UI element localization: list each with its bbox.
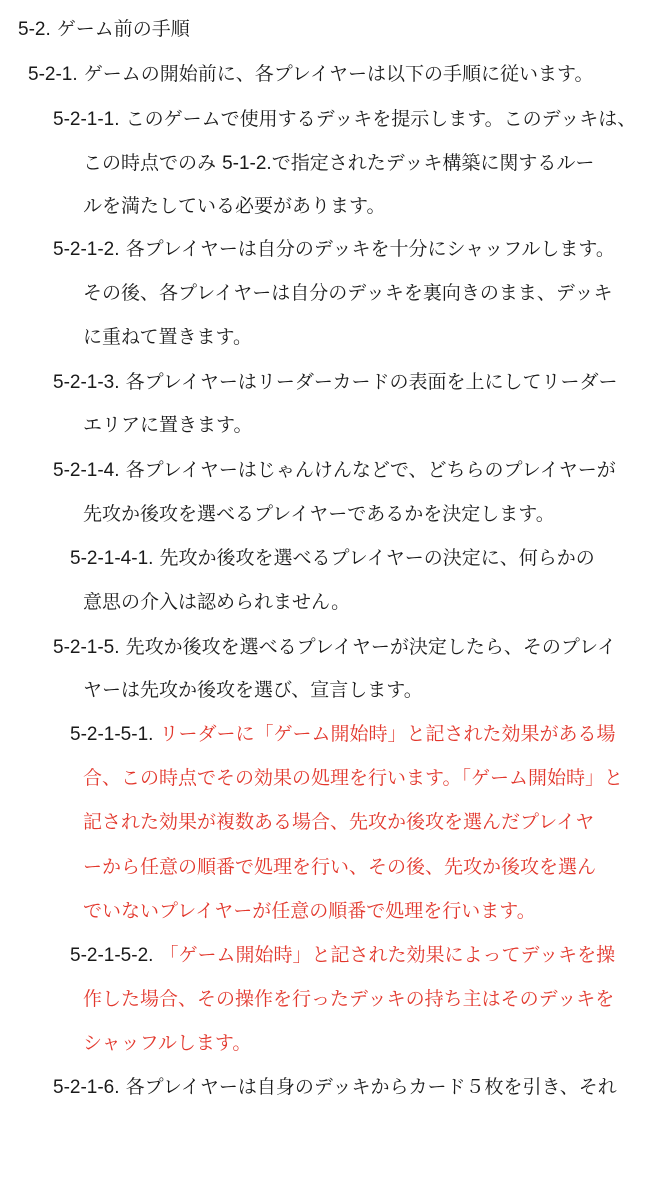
section-title: ゲーム前の手順	[56, 18, 190, 40]
rule-5-2-1-5-1	[70, 722, 615, 747]
rule-text: 先攻か後攻を選べるプレイヤーが決定したら、そのプレイ	[125, 636, 617, 658]
rule-text: 先攻か後攻を選べるプレイヤーの決定に、何らかの	[159, 547, 595, 569]
rule-text: ヤーは先攻か後攻を選び、宣言します。	[83, 679, 423, 701]
rule-5-2-1-2	[53, 237, 615, 262]
rule-number: 5-2-1-5-1.	[70, 724, 154, 745]
rule-number: 5-2-1-4.	[53, 460, 120, 481]
rule-text: この時点でのみ	[83, 152, 217, 174]
rule-text: このゲームで使用するデッキを提示します。このデッキは、	[125, 108, 637, 130]
rule-text: ゲームの開始前に、各プレイヤーは以下の手順に従います。	[83, 63, 594, 85]
rule-number: 5-2-1-3.	[53, 372, 120, 393]
rule-text: 先攻か後攻を選べるプレイヤーであるかを決定します。	[83, 503, 555, 525]
rule-number: 5-2-1-4-1.	[70, 548, 154, 569]
rule-continuation	[83, 678, 423, 702]
rule-text: エリアに置きます。	[83, 414, 253, 436]
rule-text: に重ねて置きます。	[83, 326, 253, 348]
rule-continuation	[83, 281, 613, 305]
rule-text: 各プレイヤーはじゃんけんなどで、どちらのプレイヤーが	[125, 459, 616, 481]
rule-continuation-highlighted	[83, 766, 623, 790]
rule-number: 5-2-1.	[28, 64, 78, 85]
rule-5-2-1-4-1	[70, 546, 595, 571]
rule-text-highlighted: シャッフルします。	[83, 1032, 252, 1054]
rule-5-2-1-5	[53, 635, 616, 660]
rule-text: で指定されたデッキ構築に関するルー	[271, 152, 595, 174]
rule-text: ルを満たしている必要があります。	[83, 195, 386, 217]
rule-continuation-highlighted	[83, 810, 594, 834]
rule-text-highlighted: 「ゲーム開始時」と記された効果によってデッキを操	[159, 944, 616, 966]
rule-number: 5-2-1-2.	[53, 239, 120, 260]
rule-5-2-1-4	[53, 458, 616, 483]
section-number: 5-2.	[18, 19, 51, 40]
rule-continuation	[83, 590, 350, 614]
rule-text: 各プレイヤーは自身のデッキからカード５枚を引き、それ	[125, 1076, 617, 1098]
rule-text-highlighted: 記された効果が複数ある場合、先攻か後攻を選んだプレイヤ	[83, 811, 595, 833]
rule-text-highlighted: ーから任意の順番で処理を行い、その後、先攻か後攻を選ん	[83, 856, 597, 878]
rule-text-highlighted: でいないプレイヤーが任意の順番で処理を行います。	[83, 900, 536, 922]
rule-reference: 5-1-2.	[222, 153, 272, 174]
rule-text: 各プレイヤーは自分のデッキを十分にシャッフルします。	[125, 238, 615, 260]
rule-text: 意思の介入は認められません。	[83, 591, 351, 613]
rule-5-2-1-5-2	[70, 943, 615, 968]
rule-number: 5-2-1-6.	[53, 1077, 120, 1098]
rule-5-2-1-6	[53, 1075, 617, 1100]
rule-continuation	[83, 413, 252, 437]
rule-5-2-1	[28, 62, 593, 87]
rule-text: 各プレイヤーはリーダーカードの表面を上にしてリーダー	[125, 371, 618, 393]
section-heading	[18, 17, 190, 42]
rule-continuation	[83, 325, 252, 349]
rule-number: 5-2-1-5-2.	[70, 945, 154, 966]
rule-continuation	[83, 194, 385, 218]
rule-text: その後、各プレイヤーは自分のデッキを裏向きのまま、デッキ	[83, 282, 613, 304]
rule-continuation	[83, 502, 555, 526]
rule-text-highlighted: 合、この時点でその効果の処理を行います。「ゲーム開始時」と	[83, 767, 623, 789]
rule-continuation-highlighted	[83, 855, 596, 879]
rule-5-2-1-3	[53, 370, 618, 395]
rule-text-highlighted: リーダーに「ゲーム開始時」と記された効果がある場	[159, 723, 616, 745]
rule-text-highlighted: 作した場合、その操作を行ったデッキの持ち主はそのデッキを	[83, 988, 615, 1010]
rule-continuation-highlighted	[83, 987, 614, 1011]
rule-number: 5-2-1-5.	[53, 637, 120, 658]
rule-continuation-highlighted	[83, 899, 536, 923]
rule-number: 5-2-1-1.	[53, 109, 120, 130]
rule-5-2-1-1	[53, 107, 636, 132]
rule-continuation-highlighted	[83, 1031, 251, 1055]
rule-continuation	[83, 151, 594, 176]
